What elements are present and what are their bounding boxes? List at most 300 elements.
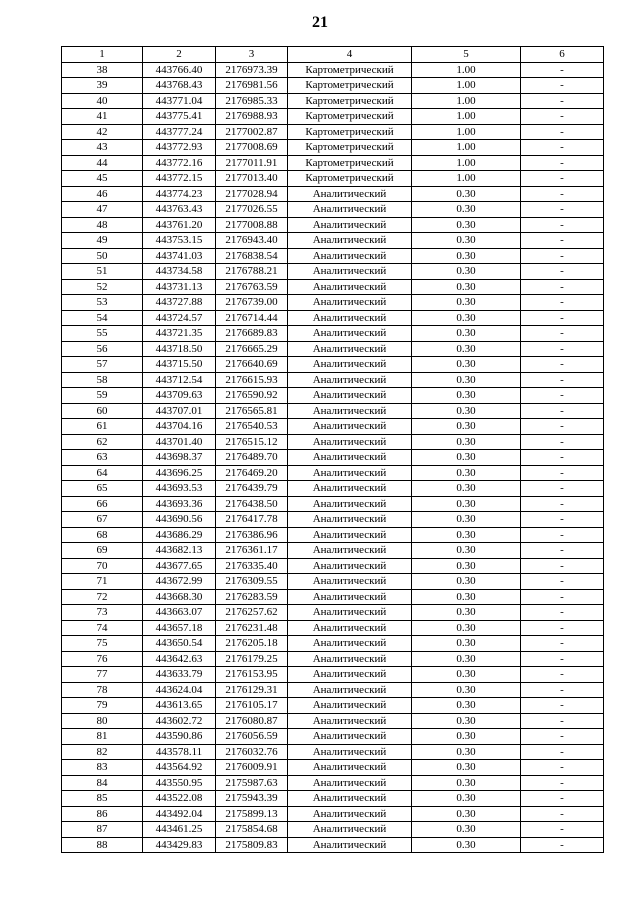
x-coordinate-cell: 443686.29 <box>143 527 216 543</box>
point-number-cell: 39 <box>62 78 143 94</box>
point-number-cell: 80 <box>62 713 143 729</box>
accuracy-cell: 0.30 <box>412 434 521 450</box>
method-cell: Аналитический <box>288 465 412 481</box>
x-coordinate-cell: 443709.63 <box>143 388 216 404</box>
accuracy-cell: 1.00 <box>412 62 521 78</box>
accuracy-cell: 0.30 <box>412 326 521 342</box>
method-cell: Аналитический <box>288 450 412 466</box>
table-row <box>62 295 604 311</box>
method-cell: Аналитический <box>288 326 412 342</box>
point-number-cell: 83 <box>62 760 143 776</box>
x-coordinate-cell: 443721.35 <box>143 326 216 342</box>
point-number-cell: 57 <box>62 357 143 373</box>
method-cell: Аналитический <box>288 574 412 590</box>
point-number-cell: 43 <box>62 140 143 156</box>
table-row <box>62 636 604 652</box>
method-cell: Аналитический <box>288 248 412 264</box>
table-row <box>62 233 604 249</box>
table-row <box>62 558 604 574</box>
note-cell: - <box>521 341 604 357</box>
y-coordinate-cell: 2176665.29 <box>216 341 288 357</box>
y-coordinate-cell: 2176056.59 <box>216 729 288 745</box>
table-row <box>62 481 604 497</box>
x-coordinate-cell: 443657.18 <box>143 620 216 636</box>
x-coordinate-cell: 443741.03 <box>143 248 216 264</box>
table-row <box>62 822 604 838</box>
x-coordinate-cell: 443429.83 <box>143 837 216 853</box>
method-cell: Аналитический <box>288 481 412 497</box>
y-coordinate-cell: 2176565.81 <box>216 403 288 419</box>
point-number-cell: 60 <box>62 403 143 419</box>
note-cell: - <box>521 574 604 590</box>
method-cell: Аналитический <box>288 310 412 326</box>
note-cell: - <box>521 806 604 822</box>
accuracy-cell: 0.30 <box>412 419 521 435</box>
method-cell: Картометрический <box>288 93 412 109</box>
method-cell: Картометрический <box>288 155 412 171</box>
method-cell: Аналитический <box>288 620 412 636</box>
point-number-cell: 72 <box>62 589 143 605</box>
note-cell: - <box>521 217 604 233</box>
method-cell: Аналитический <box>288 295 412 311</box>
x-coordinate-cell: 443698.37 <box>143 450 216 466</box>
x-coordinate-cell: 443650.54 <box>143 636 216 652</box>
method-cell: Аналитический <box>288 806 412 822</box>
x-coordinate-cell: 443774.23 <box>143 186 216 202</box>
note-cell: - <box>521 419 604 435</box>
table-row <box>62 620 604 636</box>
point-number-cell: 75 <box>62 636 143 652</box>
x-coordinate-cell: 443761.20 <box>143 217 216 233</box>
y-coordinate-cell: 2176439.79 <box>216 481 288 497</box>
point-number-cell: 45 <box>62 171 143 187</box>
table-row <box>62 651 604 667</box>
method-cell: Аналитический <box>288 419 412 435</box>
table-row <box>62 496 604 512</box>
accuracy-cell: 0.30 <box>412 481 521 497</box>
method-cell: Картометрический <box>288 78 412 94</box>
table-row <box>62 78 604 94</box>
note-cell: - <box>521 326 604 342</box>
accuracy-cell: 0.30 <box>412 248 521 264</box>
table-row <box>62 93 604 109</box>
table-row <box>62 357 604 373</box>
column-header: 6 <box>521 47 604 63</box>
accuracy-cell: 0.30 <box>412 775 521 791</box>
point-number-cell: 73 <box>62 605 143 621</box>
x-coordinate-cell: 443753.15 <box>143 233 216 249</box>
table-row <box>62 202 604 218</box>
x-coordinate-cell: 443693.36 <box>143 496 216 512</box>
y-coordinate-cell: 2176361.17 <box>216 543 288 559</box>
method-cell: Аналитический <box>288 822 412 838</box>
accuracy-cell: 0.30 <box>412 341 521 357</box>
accuracy-cell: 0.30 <box>412 403 521 419</box>
accuracy-cell: 0.30 <box>412 698 521 714</box>
point-number-cell: 47 <box>62 202 143 218</box>
method-cell: Картометрический <box>288 171 412 187</box>
x-coordinate-cell: 443590.86 <box>143 729 216 745</box>
method-cell: Аналитический <box>288 543 412 559</box>
column-header: 2 <box>143 47 216 63</box>
y-coordinate-cell: 2176080.87 <box>216 713 288 729</box>
table-row <box>62 264 604 280</box>
point-number-cell: 70 <box>62 558 143 574</box>
y-coordinate-cell: 2176417.78 <box>216 512 288 528</box>
x-coordinate-cell: 443704.16 <box>143 419 216 435</box>
point-number-cell: 66 <box>62 496 143 512</box>
y-coordinate-cell: 2176615.93 <box>216 372 288 388</box>
note-cell: - <box>521 357 604 373</box>
y-coordinate-cell: 2176179.25 <box>216 651 288 667</box>
method-cell: Аналитический <box>288 357 412 373</box>
accuracy-cell: 0.30 <box>412 806 521 822</box>
accuracy-cell: 0.30 <box>412 620 521 636</box>
method-cell: Аналитический <box>288 744 412 760</box>
y-coordinate-cell: 2176640.69 <box>216 357 288 373</box>
x-coordinate-cell: 443771.04 <box>143 93 216 109</box>
note-cell: - <box>521 512 604 528</box>
table-row <box>62 512 604 528</box>
note-cell: - <box>521 543 604 559</box>
x-coordinate-cell: 443772.16 <box>143 155 216 171</box>
point-number-cell: 41 <box>62 109 143 125</box>
table-row <box>62 310 604 326</box>
y-coordinate-cell: 2177008.69 <box>216 140 288 156</box>
note-cell: - <box>521 775 604 791</box>
note-cell: - <box>521 713 604 729</box>
accuracy-cell: 0.30 <box>412 264 521 280</box>
x-coordinate-cell: 443602.72 <box>143 713 216 729</box>
accuracy-cell: 0.30 <box>412 822 521 838</box>
y-coordinate-cell: 2175854.68 <box>216 822 288 838</box>
x-coordinate-cell: 443718.50 <box>143 341 216 357</box>
note-cell: - <box>521 558 604 574</box>
method-cell: Аналитический <box>288 372 412 388</box>
note-cell: - <box>521 388 604 404</box>
x-coordinate-cell: 443682.13 <box>143 543 216 559</box>
accuracy-cell: 0.30 <box>412 651 521 667</box>
coordinates-table <box>61 46 604 853</box>
point-number-cell: 69 <box>62 543 143 559</box>
point-number-cell: 44 <box>62 155 143 171</box>
x-coordinate-cell: 443712.54 <box>143 372 216 388</box>
point-number-cell: 78 <box>62 682 143 698</box>
point-number-cell: 82 <box>62 744 143 760</box>
accuracy-cell: 0.30 <box>412 388 521 404</box>
note-cell: - <box>521 450 604 466</box>
y-coordinate-cell: 2175899.13 <box>216 806 288 822</box>
table-row <box>62 155 604 171</box>
method-cell: Аналитический <box>288 202 412 218</box>
table-row <box>62 713 604 729</box>
point-number-cell: 51 <box>62 264 143 280</box>
note-cell: - <box>521 155 604 171</box>
y-coordinate-cell: 2176032.76 <box>216 744 288 760</box>
y-coordinate-cell: 2176689.83 <box>216 326 288 342</box>
y-coordinate-cell: 2176590.92 <box>216 388 288 404</box>
table-row <box>62 388 604 404</box>
accuracy-cell: 0.30 <box>412 465 521 481</box>
method-cell: Аналитический <box>288 388 412 404</box>
accuracy-cell: 0.30 <box>412 310 521 326</box>
column-header: 5 <box>412 47 521 63</box>
y-coordinate-cell: 2176489.70 <box>216 450 288 466</box>
x-coordinate-cell: 443668.30 <box>143 589 216 605</box>
table-row <box>62 326 604 342</box>
accuracy-cell: 0.30 <box>412 744 521 760</box>
table-row <box>62 791 604 807</box>
y-coordinate-cell: 2176540.53 <box>216 419 288 435</box>
y-coordinate-cell: 2176105.17 <box>216 698 288 714</box>
point-number-cell: 64 <box>62 465 143 481</box>
table-row <box>62 543 604 559</box>
x-coordinate-cell: 443768.43 <box>143 78 216 94</box>
method-cell: Картометрический <box>288 109 412 125</box>
table-row <box>62 403 604 419</box>
page-number: 21 <box>312 14 328 31</box>
method-cell: Аналитический <box>288 651 412 667</box>
table-row <box>62 217 604 233</box>
accuracy-cell: 0.30 <box>412 667 521 683</box>
table-row <box>62 605 604 621</box>
accuracy-cell: 0.30 <box>412 450 521 466</box>
accuracy-cell: 0.30 <box>412 543 521 559</box>
accuracy-cell: 0.30 <box>412 605 521 621</box>
y-coordinate-cell: 2176988.93 <box>216 109 288 125</box>
x-coordinate-cell: 443633.79 <box>143 667 216 683</box>
table-row <box>62 465 604 481</box>
table-row <box>62 109 604 125</box>
table-row <box>62 667 604 683</box>
method-cell: Аналитический <box>288 264 412 280</box>
y-coordinate-cell: 2176943.40 <box>216 233 288 249</box>
x-coordinate-cell: 443550.95 <box>143 775 216 791</box>
note-cell: - <box>521 403 604 419</box>
table-row <box>62 171 604 187</box>
point-number-cell: 67 <box>62 512 143 528</box>
point-number-cell: 71 <box>62 574 143 590</box>
y-coordinate-cell: 2176129.31 <box>216 682 288 698</box>
method-cell: Аналитический <box>288 775 412 791</box>
y-coordinate-cell: 2176231.48 <box>216 620 288 636</box>
accuracy-cell: 0.30 <box>412 186 521 202</box>
method-cell: Аналитический <box>288 729 412 745</box>
method-cell: Аналитический <box>288 341 412 357</box>
note-cell: - <box>521 527 604 543</box>
note-cell: - <box>521 233 604 249</box>
accuracy-cell: 0.30 <box>412 233 521 249</box>
y-coordinate-cell: 2177026.55 <box>216 202 288 218</box>
note-cell: - <box>521 698 604 714</box>
point-number-cell: 49 <box>62 233 143 249</box>
accuracy-cell: 1.00 <box>412 109 521 125</box>
note-cell: - <box>521 481 604 497</box>
y-coordinate-cell: 2176763.59 <box>216 279 288 295</box>
x-coordinate-cell: 443461.25 <box>143 822 216 838</box>
point-number-cell: 86 <box>62 806 143 822</box>
y-coordinate-cell: 2177011.91 <box>216 155 288 171</box>
table-row <box>62 527 604 543</box>
accuracy-cell: 1.00 <box>412 124 521 140</box>
note-cell: - <box>521 791 604 807</box>
table-row <box>62 760 604 776</box>
point-number-cell: 87 <box>62 822 143 838</box>
accuracy-cell: 0.30 <box>412 713 521 729</box>
method-cell: Аналитический <box>288 279 412 295</box>
point-number-cell: 77 <box>62 667 143 683</box>
x-coordinate-cell: 443731.13 <box>143 279 216 295</box>
point-number-cell: 79 <box>62 698 143 714</box>
method-cell: Аналитический <box>288 496 412 512</box>
x-coordinate-cell: 443766.40 <box>143 62 216 78</box>
method-cell: Аналитический <box>288 217 412 233</box>
y-coordinate-cell: 2176386.96 <box>216 527 288 543</box>
table-body <box>62 62 604 853</box>
note-cell: - <box>521 171 604 187</box>
note-cell: - <box>521 589 604 605</box>
x-coordinate-cell: 443690.56 <box>143 512 216 528</box>
y-coordinate-cell: 2177008.88 <box>216 217 288 233</box>
note-cell: - <box>521 822 604 838</box>
y-coordinate-cell: 2176205.18 <box>216 636 288 652</box>
note-cell: - <box>521 605 604 621</box>
x-coordinate-cell: 443677.65 <box>143 558 216 574</box>
y-coordinate-cell: 2176335.40 <box>216 558 288 574</box>
accuracy-cell: 0.30 <box>412 357 521 373</box>
accuracy-cell: 1.00 <box>412 78 521 94</box>
note-cell: - <box>521 310 604 326</box>
y-coordinate-cell: 2176515.12 <box>216 434 288 450</box>
method-cell: Аналитический <box>288 698 412 714</box>
y-coordinate-cell: 2176009.91 <box>216 760 288 776</box>
table-row <box>62 744 604 760</box>
note-cell: - <box>521 760 604 776</box>
note-cell: - <box>521 109 604 125</box>
note-cell: - <box>521 202 604 218</box>
method-cell: Аналитический <box>288 403 412 419</box>
point-number-cell: 46 <box>62 186 143 202</box>
point-number-cell: 59 <box>62 388 143 404</box>
accuracy-cell: 0.30 <box>412 574 521 590</box>
table-row <box>62 279 604 295</box>
note-cell: - <box>521 434 604 450</box>
accuracy-cell: 0.30 <box>412 496 521 512</box>
table-row <box>62 698 604 714</box>
method-cell: Аналитический <box>288 186 412 202</box>
y-coordinate-cell: 2176438.50 <box>216 496 288 512</box>
point-number-cell: 84 <box>62 775 143 791</box>
table-row <box>62 682 604 698</box>
x-coordinate-cell: 443663.07 <box>143 605 216 621</box>
point-number-cell: 76 <box>62 651 143 667</box>
x-coordinate-cell: 443772.93 <box>143 140 216 156</box>
y-coordinate-cell: 2176309.55 <box>216 574 288 590</box>
method-cell: Картометрический <box>288 140 412 156</box>
note-cell: - <box>521 837 604 853</box>
point-number-cell: 40 <box>62 93 143 109</box>
accuracy-cell: 0.30 <box>412 558 521 574</box>
y-coordinate-cell: 2176788.21 <box>216 264 288 280</box>
point-number-cell: 62 <box>62 434 143 450</box>
y-coordinate-cell: 2176714.44 <box>216 310 288 326</box>
method-cell: Аналитический <box>288 558 412 574</box>
method-cell: Аналитический <box>288 636 412 652</box>
accuracy-cell: 0.30 <box>412 372 521 388</box>
table-row <box>62 806 604 822</box>
method-cell: Аналитический <box>288 713 412 729</box>
note-cell: - <box>521 465 604 481</box>
y-coordinate-cell: 2176973.39 <box>216 62 288 78</box>
accuracy-cell: 0.30 <box>412 636 521 652</box>
point-number-cell: 42 <box>62 124 143 140</box>
table-row <box>62 450 604 466</box>
point-number-cell: 55 <box>62 326 143 342</box>
x-coordinate-cell: 443775.41 <box>143 109 216 125</box>
accuracy-cell: 0.30 <box>412 837 521 853</box>
note-cell: - <box>521 186 604 202</box>
point-number-cell: 74 <box>62 620 143 636</box>
table-row <box>62 775 604 791</box>
x-coordinate-cell: 443701.40 <box>143 434 216 450</box>
table-row <box>62 62 604 78</box>
accuracy-cell: 0.30 <box>412 791 521 807</box>
x-coordinate-cell: 443734.58 <box>143 264 216 280</box>
x-coordinate-cell: 443672.99 <box>143 574 216 590</box>
y-coordinate-cell: 2175987.63 <box>216 775 288 791</box>
x-coordinate-cell: 443522.08 <box>143 791 216 807</box>
table-row <box>62 124 604 140</box>
note-cell: - <box>521 264 604 280</box>
accuracy-cell: 1.00 <box>412 93 521 109</box>
point-number-cell: 81 <box>62 729 143 745</box>
y-coordinate-cell: 2177013.40 <box>216 171 288 187</box>
point-number-cell: 50 <box>62 248 143 264</box>
x-coordinate-cell: 443715.50 <box>143 357 216 373</box>
note-cell: - <box>521 667 604 683</box>
x-coordinate-cell: 443696.25 <box>143 465 216 481</box>
accuracy-cell: 0.30 <box>412 527 521 543</box>
y-coordinate-cell: 2175809.83 <box>216 837 288 853</box>
note-cell: - <box>521 62 604 78</box>
x-coordinate-cell: 443727.88 <box>143 295 216 311</box>
accuracy-cell: 0.30 <box>412 202 521 218</box>
y-coordinate-cell: 2176739.00 <box>216 295 288 311</box>
table-row <box>62 341 604 357</box>
accuracy-cell: 0.30 <box>412 512 521 528</box>
point-number-cell: 53 <box>62 295 143 311</box>
table-row <box>62 434 604 450</box>
method-cell: Аналитический <box>288 434 412 450</box>
x-coordinate-cell: 443564.92 <box>143 760 216 776</box>
x-coordinate-cell: 443642.63 <box>143 651 216 667</box>
point-number-cell: 52 <box>62 279 143 295</box>
note-cell: - <box>521 496 604 512</box>
x-coordinate-cell: 443492.04 <box>143 806 216 822</box>
x-coordinate-cell: 443772.15 <box>143 171 216 187</box>
note-cell: - <box>521 248 604 264</box>
table-row <box>62 419 604 435</box>
point-number-cell: 68 <box>62 527 143 543</box>
y-coordinate-cell: 2176985.33 <box>216 93 288 109</box>
note-cell: - <box>521 729 604 745</box>
note-cell: - <box>521 124 604 140</box>
note-cell: - <box>521 93 604 109</box>
note-cell: - <box>521 279 604 295</box>
note-cell: - <box>521 651 604 667</box>
note-cell: - <box>521 682 604 698</box>
y-coordinate-cell: 2177002.87 <box>216 124 288 140</box>
